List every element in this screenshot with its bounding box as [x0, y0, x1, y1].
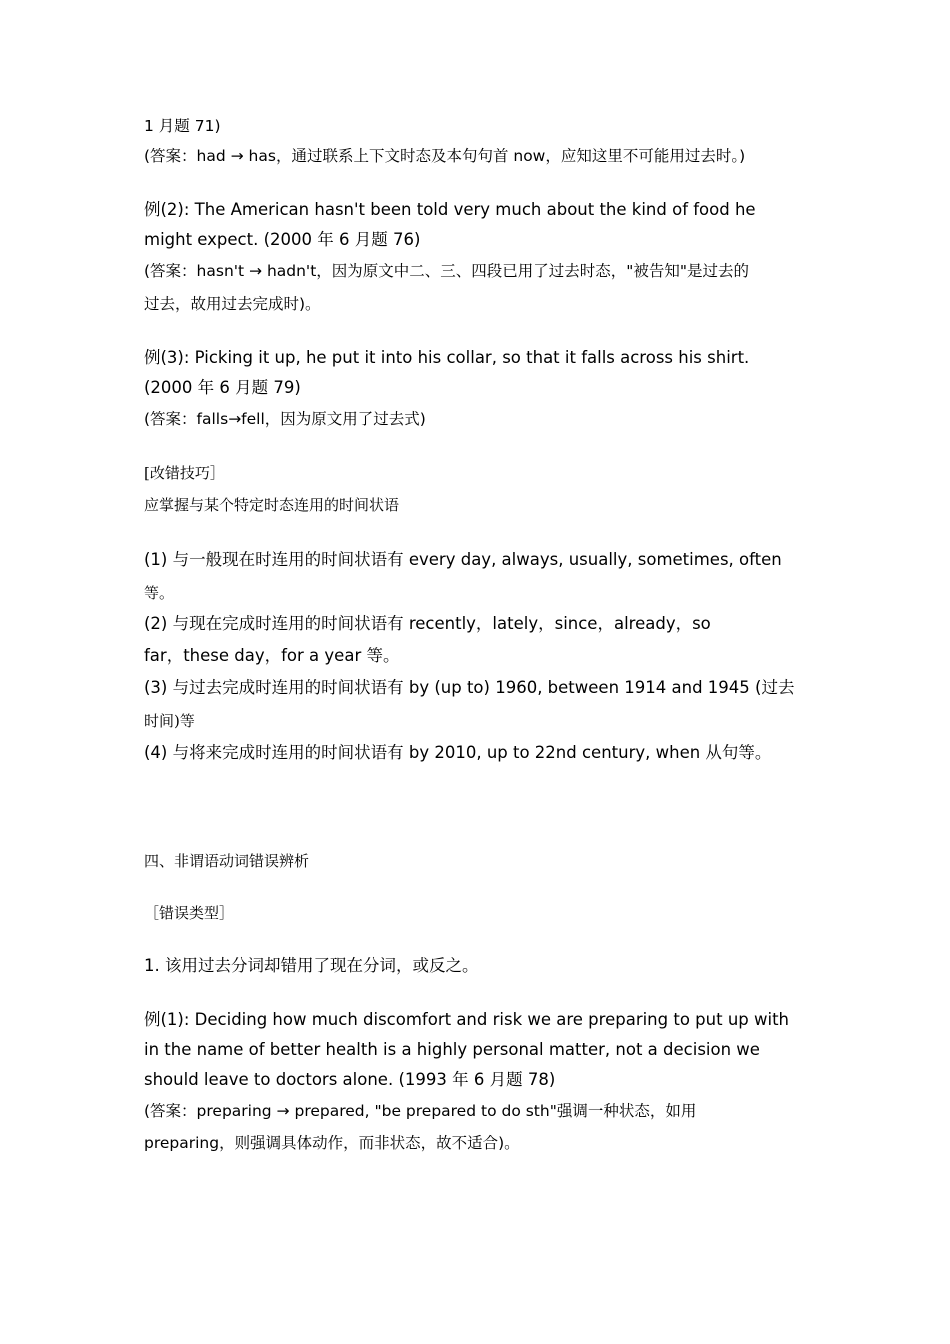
- text-line: 应掌握与某个特定时态连用的时间状语: [144, 496, 400, 514]
- example-line: should leave to doctors alone. (1993 年 6 月题 78): [144, 1070, 556, 1089]
- list-item: (2) 与现在完成时连用的时间状语有 recently，lately，since，already，so: [144, 614, 711, 633]
- section-heading: [改错技巧］: [144, 464, 225, 482]
- text-line: 1 月题 71): [144, 117, 221, 135]
- answer-line: (答案：falls→fell，因为原文用了过去式): [144, 410, 426, 428]
- example-line: 例(3): Picking it up, he put it into his collar, so that it falls across his shirt.: [144, 348, 750, 367]
- list-item-continuation: far，these day，for a year 等。: [144, 646, 400, 665]
- answer-line: (答案：had → has，通过联系上下文时态及本句句首 now，应知这里不可能用过去时。): [144, 147, 746, 165]
- answer-line: 过去，故用过去完成时)。: [144, 295, 321, 313]
- list-item-continuation: 时间)等: [144, 712, 195, 730]
- list-item: (1) 与一般现在时连用的时间状语有 every day, always, usually, sometimes, often: [144, 550, 782, 569]
- answer-line: (答案：preparing → prepared, "be prepared to do sth"强调一种状态，如用: [144, 1102, 697, 1120]
- section-heading: 四、非谓语动词错误辨析: [144, 852, 310, 870]
- answer-line: preparing，则强调具体动作，而非状态，故不适合)。: [144, 1134, 520, 1152]
- example-line: in the name of better health is a highly personal matter, not a decision we: [144, 1040, 760, 1059]
- subsection-heading: ［错误类型］: [144, 904, 235, 922]
- example-line: (2000 年 6 月题 79): [144, 378, 301, 397]
- list-item: (4) 与将来完成时连用的时间状语有 by 2010, up to 22nd century, when 从句等。: [144, 743, 772, 762]
- example-line: 例(2): The American hasn't been told very much about the kind of food he: [144, 200, 756, 219]
- text-line: 1. 该用过去分词却错用了现在分词，或反之。: [144, 956, 479, 975]
- answer-line: (答案：hasn't → hadn't，因为原文中二、三、四段已用了过去时态，"被告知"是过去的: [144, 262, 750, 280]
- list-item: (3) 与过去完成时连用的时间状语有 by (up to) 1960, between 1914 and 1945 (过去: [144, 678, 795, 697]
- example-line: might expect. (2000 年 6 月题 76): [144, 230, 421, 249]
- example-line: 例(1): Deciding how much discomfort and risk we are preparing to put up with: [144, 1010, 789, 1029]
- list-item-continuation: 等。: [144, 584, 175, 602]
